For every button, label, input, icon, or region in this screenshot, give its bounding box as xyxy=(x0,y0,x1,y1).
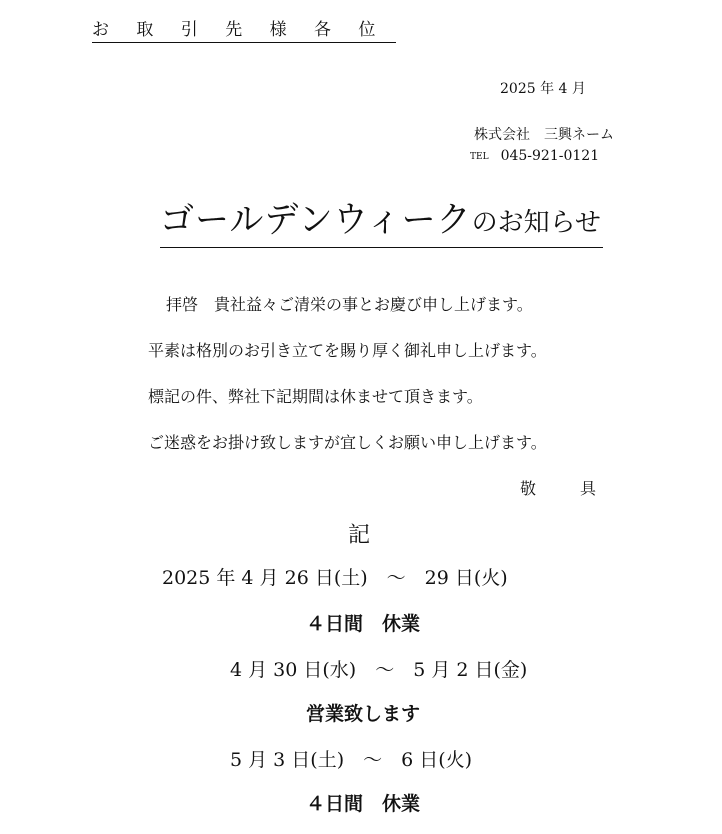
body-line-greeting: 拝啓 貴社益々ご清栄の事とお慶び申し上げます。 xyxy=(166,295,533,314)
tel-number: 045-921-0121 xyxy=(500,148,600,164)
body-line-subject: 標記の件、弊社下記期間は休ませて頂きます。 xyxy=(148,387,483,406)
title-main: ゴールデンウィーク xyxy=(160,199,472,241)
recipient-line: お 取 引 先 様 各 位 xyxy=(92,18,396,43)
company-name: 株式会社 三興ネーム xyxy=(474,127,614,143)
period-status-3: ４日間 休業 xyxy=(306,793,421,815)
notice-heading: 記 xyxy=(348,523,371,548)
issue-date: 2025 年 4 月 xyxy=(500,81,586,97)
period-range-2: 4 月 30 日(水) ～ 5 月 2 日(金) xyxy=(230,659,528,681)
period-status-2: 営業致します xyxy=(306,703,421,725)
period-range-3: 5 月 3 日(土) ～ 6 日(火) xyxy=(230,749,473,771)
body-line-thanks: 平素は格別のお引き立てを賜り厚く御礼申し上げます。 xyxy=(148,341,547,360)
title-suffix: のお知らせ xyxy=(471,208,601,238)
body-line-apology: ご迷惑をお掛け致しますが宜しくお願い申し上げます。 xyxy=(148,433,547,452)
period-range-1: 2025 年 4 月 26 日(土) ～ 29 日(火) xyxy=(162,567,508,589)
document-title xyxy=(160,196,603,248)
telephone xyxy=(470,148,599,164)
period-status-1: ４日間 休業 xyxy=(306,613,421,635)
closing-phrase: 敬 具 xyxy=(520,479,611,498)
tel-label: TEL xyxy=(470,152,489,162)
